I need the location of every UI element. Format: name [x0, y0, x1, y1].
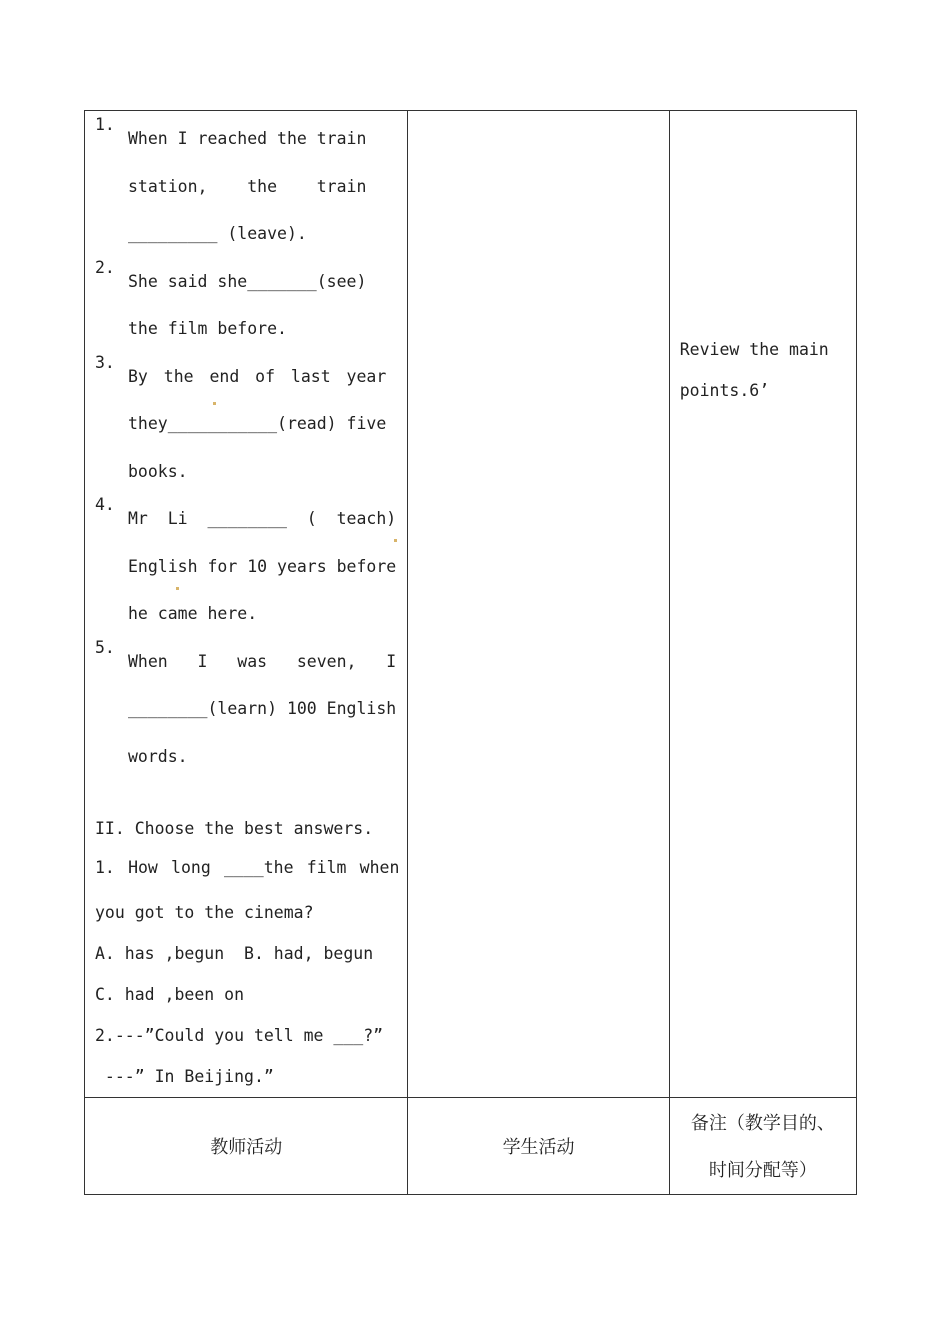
item-number: 2.	[95, 257, 115, 277]
teacher-activity-cell	[85, 111, 408, 1098]
print-speck	[176, 587, 179, 590]
exercise-item-2	[95, 258, 399, 353]
exercise-item-4	[95, 495, 399, 638]
exercise-item-3	[95, 353, 399, 496]
item-line: they___________(read) five	[128, 414, 387, 433]
print-speck	[213, 402, 216, 405]
item-number: 5.	[95, 637, 115, 657]
answer-line: ---” In Beijing.”	[95, 1067, 274, 1086]
exercise-item-1	[95, 115, 399, 258]
header-row	[85, 1098, 857, 1195]
notes-heading-line: 备注（教学目的、	[690, 1113, 835, 1134]
notes-line: Review the main	[679, 340, 829, 359]
item-line: When I was seven, I	[128, 651, 397, 671]
student-activity-heading: 学生活动	[408, 1098, 669, 1195]
notes-cell	[669, 111, 856, 1098]
exercise-item-5	[95, 638, 399, 781]
item-line: When I reached the train	[128, 129, 367, 148]
question-line: 1. How long ____the film when	[95, 858, 400, 877]
item-line: books.	[128, 461, 188, 481]
notes-heading	[669, 1098, 856, 1195]
option-line: A. has ,begun B. had, begun	[95, 944, 374, 963]
question-line: 2.---”Could you tell me ___?”	[95, 1026, 384, 1045]
section-heading: II. Choose the best answers.	[95, 819, 374, 838]
notes-text	[670, 111, 856, 411]
item-number: 4.	[95, 495, 115, 514]
item-line: English for 10 years before	[128, 556, 397, 576]
item-line: he came here.	[128, 604, 258, 623]
item-number: 3.	[95, 352, 115, 372]
teacher-activity-heading: 教师活动	[85, 1098, 408, 1195]
item-line: She said she_______(see)	[128, 271, 367, 291]
lesson-plan-table	[84, 110, 857, 1195]
student-activity-cell	[408, 111, 669, 1098]
notes-line: points.6’	[679, 381, 770, 400]
item-line: words.	[128, 746, 188, 766]
print-speck	[394, 539, 397, 542]
exercises	[85, 111, 407, 1097]
item-line: Mr Li ________ ( teach)	[128, 509, 397, 528]
item-line: _________ (leave).	[128, 224, 307, 243]
item-line: the film before.	[128, 319, 287, 338]
item-number: 1.	[95, 115, 115, 134]
question-line: you got to the cinema?	[95, 903, 314, 922]
multiple-choice-block	[95, 844, 399, 1097]
item-line: station, the train	[128, 176, 367, 196]
content-row	[85, 111, 857, 1098]
option-line: C. had ,been on	[95, 985, 245, 1004]
item-line: ________(learn) 100 English	[128, 699, 397, 718]
notes-heading-line: 时间分配等）	[708, 1160, 817, 1181]
item-line: By the end of last year	[128, 366, 387, 386]
